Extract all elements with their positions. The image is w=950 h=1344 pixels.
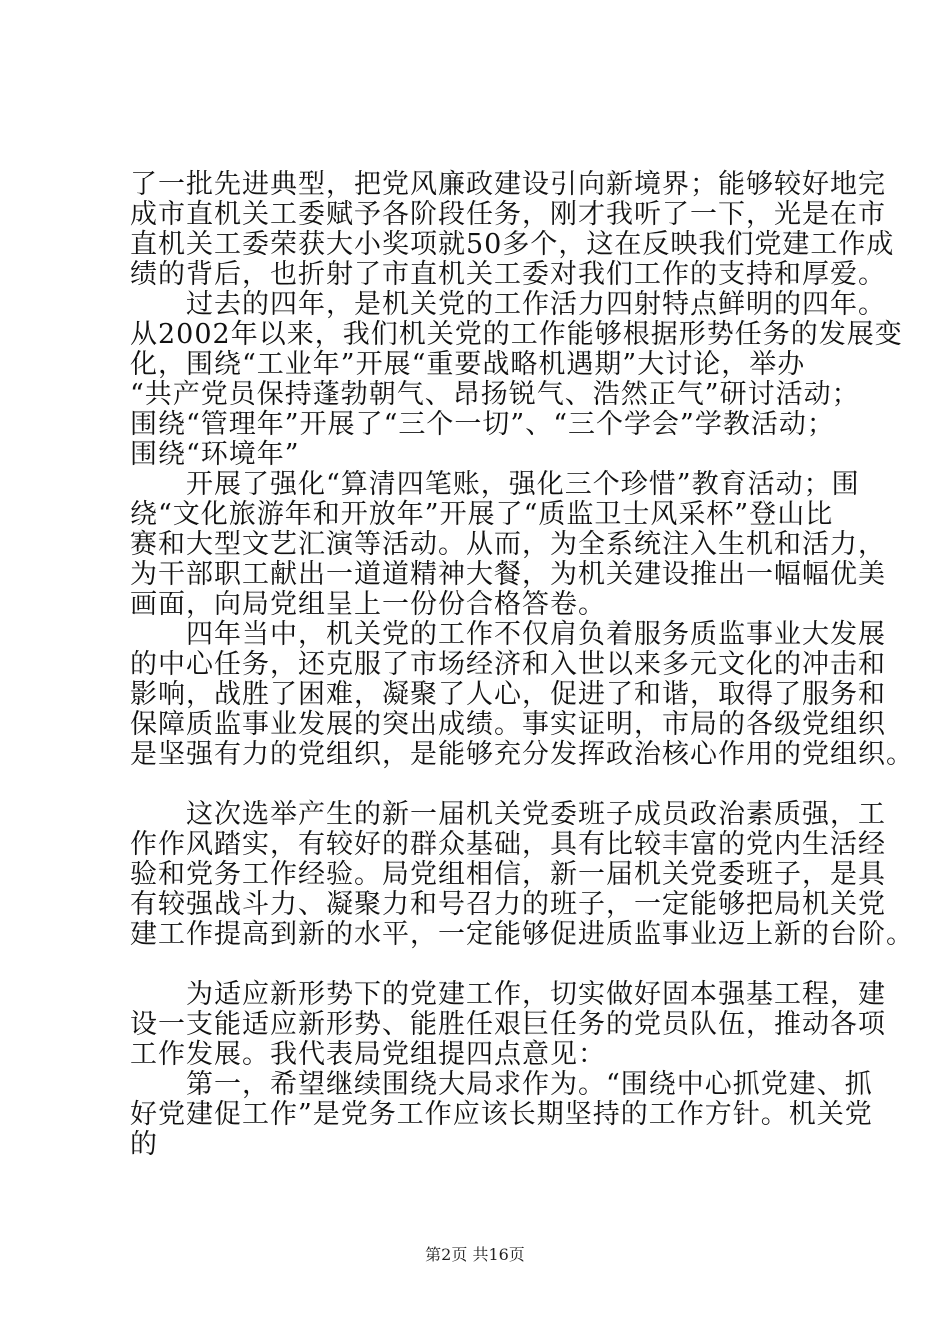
text-line: 围绕“环境年” [130,439,300,470]
text-line: 保障质监事业发展的突出成绩。事实证明，市局的各级党组织 [130,709,886,740]
page-number-footer: 第2页 共16页 [425,1245,525,1264]
text-line: 验和党务工作经验。局党组相信，新一届机关党委班子，是具 [130,859,886,890]
text-line: 围绕“管理年”开展了“三个一切”、“三个学会”学教活动； [130,409,835,440]
text-line: 从2002年以来，我们机关党的工作能够根据形势任务的发展变 [130,319,903,350]
text-line: 过去的四年，是机关党的工作活力四射特点鲜明的四年。 [130,289,886,320]
text-line: 第一，希望继续围绕大局求作为。“围绕中心抓党建、抓 [130,1069,873,1100]
text-line: 绕“文化旅游年和开放年”开展了“质监卫士风采杯”登山比 [130,499,834,530]
text-line: 有较强战斗力、凝聚力和号召力的班子，一定能够把局机关党 [130,889,886,920]
text-line: 成市直机关工委赋予各阶段任务，刚才我听了一下，光是在市 [130,199,886,230]
text-line: 直机关工委荣获大小奖项就50多个，这在反映我们党建工作成 [130,229,895,260]
text-line: 的 [130,1129,158,1160]
text-line: 赛和大型文艺汇演等活动。从而，为全系统注入生机和活力， [130,529,886,560]
text-line: 四年当中，机关党的工作不仅肩负着服务质监事业大发展 [130,619,886,650]
paragraph-gap [130,770,850,800]
document-body [130,169,914,1160]
text-line: “共产党员保持蓬勃朝气、昂扬锐气、浩然正气”研讨活动； [130,379,860,410]
text-line: 画面，向局党组呈上一份份合格答卷。 [130,589,606,620]
text-line: 化，围绕“工业年”开展“重要战略机遇期”大讨论，举办 [130,349,806,380]
text-line: 的中心任务，还克服了市场经济和入世以来多元文化的冲击和 [130,649,886,680]
text-line: 设一支能适应新形势、能胜任艰巨任务的党员队伍，推动各项 [130,1009,886,1040]
text-line: 这次选举产生的新一届机关党委班子成员政治素质强，工 [130,799,886,830]
text-line: 为适应新形势下的党建工作，切实做好固本强基工程，建 [130,979,886,1010]
text-line: 作作风踏实，有较好的群众基础，具有比较丰富的党内生活经 [130,829,886,860]
text-line: 为干部职工献出一道道精神大餐，为机关建设推出一幅幅优美 [130,559,886,590]
text-line: 工作发展。我代表局党组提四点意见： [130,1039,606,1070]
text-line: 绩的背后，也折射了市直机关工委对我们工作的支持和厚爱。 [130,259,886,290]
text-line: 影响，战胜了困难，凝聚了人心，促进了和谐，取得了服务和 [130,679,886,710]
paragraph-gap [130,950,850,980]
text-line: 好党建促工作”是党务工作应该长期坚持的工作方针。机关党 [130,1099,873,1130]
text-line: 开展了强化“算清四笔账，强化三个珍惜”教育活动；围 [130,469,860,500]
text-line: 建工作提高到新的水平，一定能够促进质监事业迈上新的台阶。 [130,919,914,950]
text-line: 了一批先进典型，把党风廉政建设引向新境界；能够较好地完 [130,169,886,200]
text-line: 是坚强有力的党组织，是能够充分发挥政治核心作用的党组织。 [130,739,914,770]
